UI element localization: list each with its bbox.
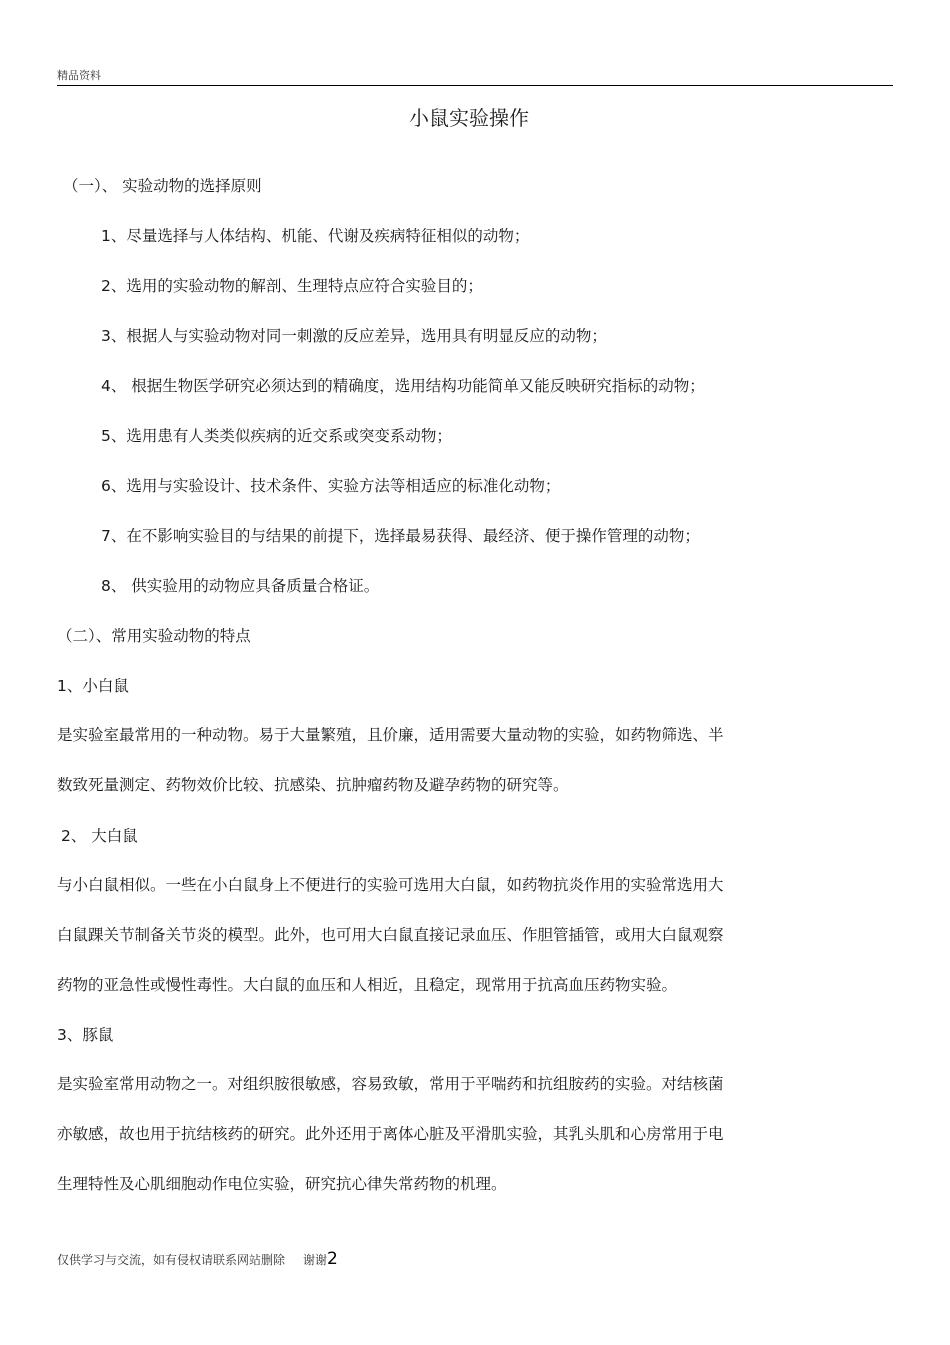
page-title: 小鼠实验操作 — [409, 106, 529, 130]
principle-item-5: 5、选用患有人类类似疾病的近交系或突变系动物； — [101, 427, 452, 445]
principle-item-6: 6、选用与实验设计、技术条件、实验方法等相适应的标准化动物； — [101, 477, 561, 495]
principle-item-4: 4、 根据生物医学研究必须达到的精确度，选用结构功能简单又能反映研究指标的动物； — [101, 377, 705, 395]
section-heading-2: （二）、常用实验动物的特点 — [57, 627, 251, 645]
animal-desc-line: 是实验室最常用的一种动物。易于大量繁殖，且价廉，适用需要大量动物的实验，如药物筛选、半 — [57, 726, 724, 744]
animal-name-guinea-pig: 3、豚鼠 — [57, 1026, 114, 1044]
animal-desc-line: 生理特性及心肌细胞动作电位实验，研究抗心律失常药物的机理。 — [57, 1175, 507, 1193]
footer-thanks: 谢谢 — [303, 1253, 328, 1267]
principle-item-8: 8、 供实验用的动物应具备质量合格证。 — [101, 577, 380, 595]
principle-item-2: 2、选用的实验动物的解剖、生理特点应符合实验目的； — [101, 277, 483, 295]
principle-item-7: 7、在不影响实验目的与结果的前提下，选择最易获得、最经济、便于操作管理的动物； — [101, 527, 700, 545]
animal-desc-line: 数致死量测定、药物效价比较、抗感染、抗肿瘤药物及避孕药物的研究等。 — [57, 776, 569, 794]
header-label: 精品资料 — [57, 69, 101, 82]
footer — [57, 1249, 338, 1269]
animal-desc-line: 是实验室常用动物之一。对组织胺很敏感，容易致敏，常用于平喘药和抗组胺药的实验。对结核菌 — [57, 1075, 724, 1093]
animal-name-rat: 2、 大白鼠 — [61, 827, 138, 845]
principle-item-1: 1、尽量选择与人体结构、机能、代谢及疾病特征相似的动物； — [101, 227, 530, 245]
footer-note: 仅供学习与交流，如有侵权请联系网站删除 — [57, 1253, 286, 1267]
animal-desc-line: 亦敏感，故也用于抗结核药的研究。此外还用于离体心脏及平滑肌实验，其乳头肌和心房常用于电 — [57, 1125, 724, 1143]
animal-desc-line: 与小白鼠相似。一些在小白鼠身上不便进行的实验可选用大白鼠，如药物抗炎作用的实验常选用大 — [57, 876, 724, 894]
header-rule — [57, 85, 893, 86]
animal-desc-line: 药物的亚急性或慢性毒性。大白鼠的血压和人相近，且稳定，现常用于抗高血压药物实验。 — [57, 976, 678, 994]
principle-item-3: 3、根据人与实验动物对同一刺激的反应差异，选用具有明显反应的动物； — [101, 327, 607, 345]
page-number: 2 — [327, 1249, 338, 1269]
animal-desc-line: 白鼠踝关节制备关节炎的模型。此外，也可用大白鼠直接记录血压、作胆管插管，或用大白鼠观察 — [57, 926, 724, 944]
animal-name-mouse: 1、小白鼠 — [57, 677, 129, 695]
section-heading-1: （一）、 实验动物的选择原则 — [63, 177, 262, 195]
